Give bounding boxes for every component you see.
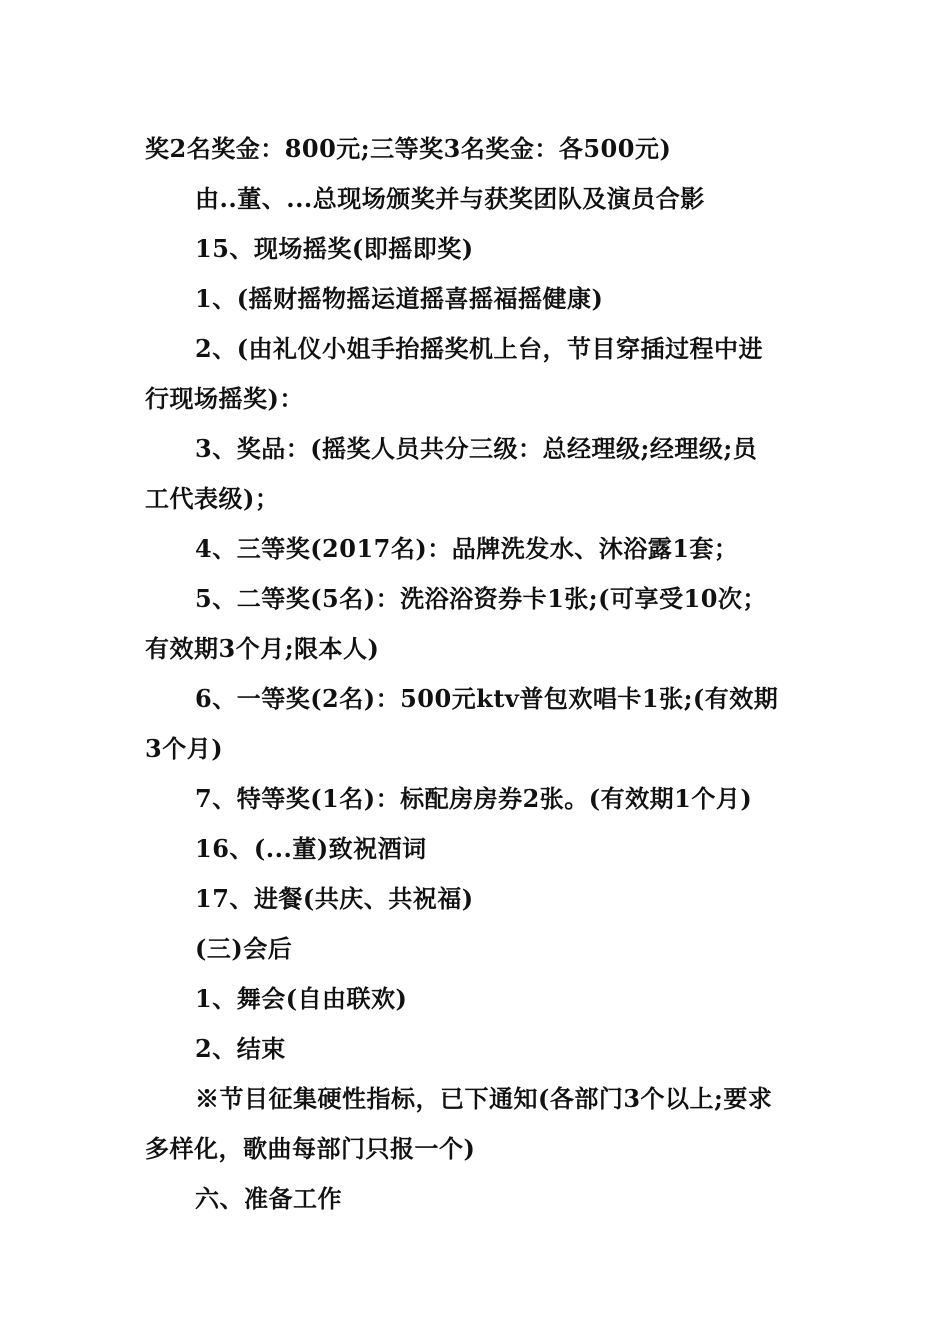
text-line: 15、现场摇奖(即摇即奖) [195, 234, 474, 263]
text-line: 奖2名奖金：800元;三等奖3名奖金：各500元) [145, 134, 672, 163]
text-line: 16、(...董)致祝酒词 [195, 834, 427, 863]
text-line: 2、(由礼仪小姐手抬摇奖机上台，节目穿插过程中进 [195, 334, 764, 363]
text-line: 4、三等奖(2017名)：品牌洗发水、沐浴露1套； [195, 534, 739, 563]
text-line: 1、(摇财摇物摇运道摇喜摇福摇健康) [195, 284, 604, 313]
text-line: 2、结束 [195, 1034, 286, 1063]
text-line: 3个月) [145, 734, 224, 763]
text-line: 17、进餐(共庆、共祝福) [195, 884, 474, 913]
text-line: 六、准备工作 [195, 1184, 342, 1213]
text-line: ※节目征集硬性指标，已下通知(各部门3个以上;要求 [195, 1084, 773, 1113]
document-body [145, 124, 810, 1224]
text-line: 3、奖品：(摇奖人员共分三级：总经理级;经理级;员 [195, 434, 758, 463]
text-line: 1、舞会(自由联欢) [195, 984, 408, 1013]
text-line: 6、一等奖(2名)：500元ktv普包欢唱卡1张;(有效期 [195, 684, 779, 713]
text-line: 有效期3个月;限本人) [145, 634, 380, 663]
text-line: 5、二等奖(5名)：洗浴浴资券卡1张;(可享受10次； [195, 584, 767, 613]
text-line: 行现场摇奖)： [145, 384, 304, 413]
text-line: 工代表级)； [145, 484, 280, 513]
text-line: (三)会后 [195, 934, 293, 963]
text-line: 由..董、...总现场颁奖并与获奖团队及演员合影 [195, 184, 705, 213]
text-line: 多样化，歌曲每部门只报一个) [145, 1134, 476, 1163]
text-line: 7、特等奖(1名)：标配房房券2张。(有效期1个月) [195, 784, 753, 813]
